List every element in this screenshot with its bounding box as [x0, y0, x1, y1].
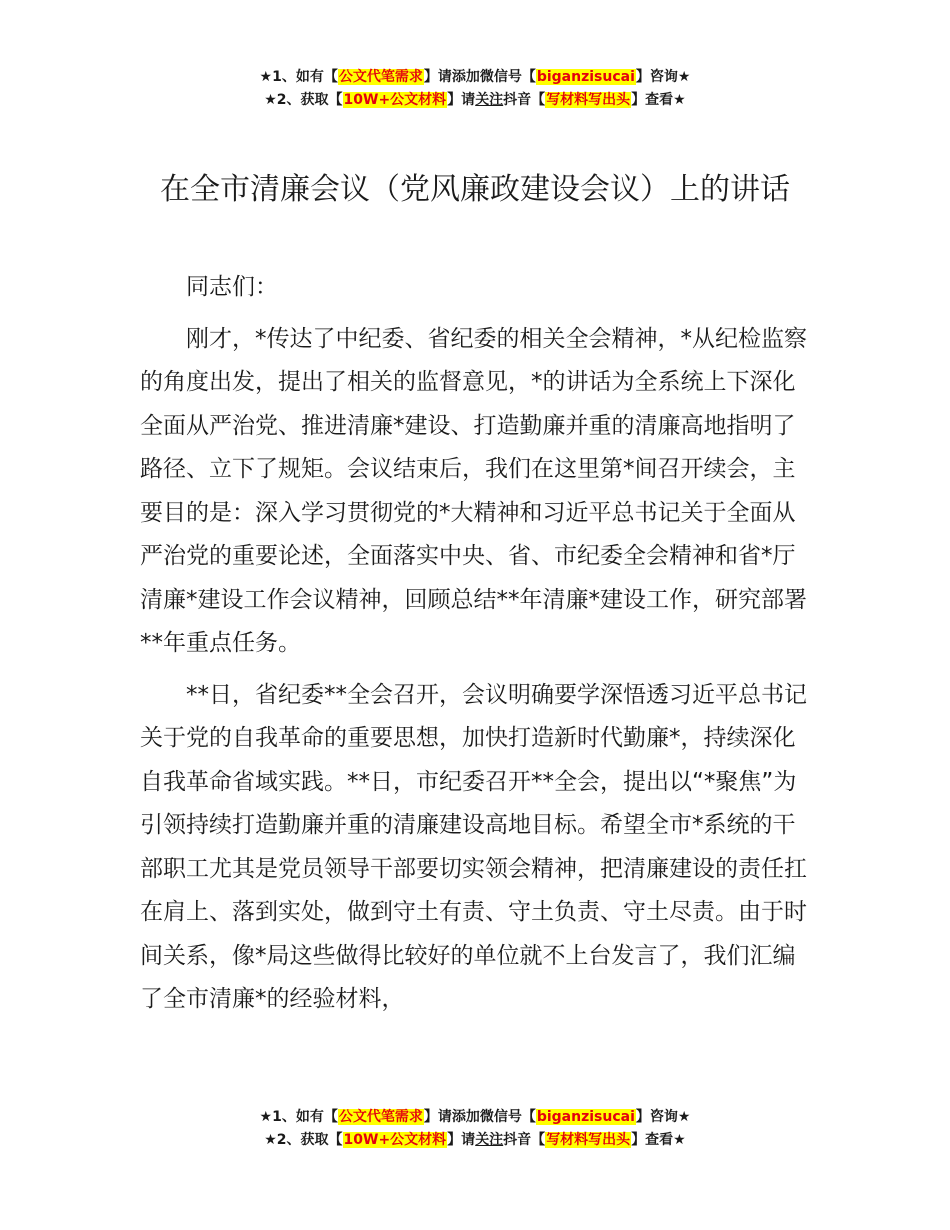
- underlined-text: 关注: [475, 92, 504, 108]
- banner-highlight: 写材料写出头: [546, 92, 631, 108]
- document-title: 在全市清廉会议（党风廉政建设会议）上的讲话: [160, 172, 790, 207]
- banner-line-2: ★2、获取【10W+公文材料】请关注抖音【写材料写出头】查看★: [264, 1132, 686, 1148]
- header-banner: [0, 66, 950, 112]
- banner-highlight: 写材料写出头: [546, 1132, 631, 1148]
- document-body: [140, 266, 812, 1022]
- wechat-id-highlight: biganzisucai: [536, 1109, 635, 1125]
- banner-line-2: ★2、获取【10W+公文材料】请关注抖音【写材料写出头】查看★: [264, 92, 686, 108]
- underlined-text: 关注: [475, 1132, 504, 1148]
- banner-line-1: ★1、如有【公文代笔需求】请添加微信号【biganzisucai】咨询★: [259, 69, 691, 85]
- banner-highlight: 公文代笔需求: [338, 69, 423, 85]
- paragraph: **日，省纪委**全会召开，会议明确要学深悟透习近平总书记关于党的自我革命的重要思想，加快打造新时代勤廉*，持续深化自我革命省域实践。**日，市纪委召开**全会，提出以“*聚焦”为引领持续打造勤廉并重的清廉建设高地目标。希望全市*系统的干部职工尤其是党员领导干部要切实领会精神，把清廉建设的责任扛在肩上、落到实处，做到守土有责、守土负责、守土尽责。由于时间关系，像*局这些做得比较好的单位就不上台发言了，我们汇编了全市清廉*的经验材料，: [140, 681, 807, 1012]
- banner-highlight: 公文代笔需求: [338, 1109, 423, 1125]
- banner-highlight: 10W+公文材料: [343, 1132, 447, 1148]
- banner-line-1: ★1、如有【公文代笔需求】请添加微信号【biganzisucai】咨询★: [259, 1109, 691, 1125]
- footer-banner: [0, 1106, 950, 1152]
- paragraph: 刚才，*传达了中纪委、省纪委的相关全会精神，*从纪检监察的角度出发，提出了相关的监督意见，*的讲话为全系统上下深化全面从严治党、推进清廉*建设、打造勤廉并重的清廉高地指明了路径、立下了规矩。会议结束后，我们在这里第*间召开续会，主要目的是：深入学习贯彻党的*大精神和习近平总书记关于全面从严治党的重要论述，全面落实中央、省、市纪委全会精神和省*厅清廉*建设工作会议精神，回顾总结**年清廉*建设工作，研究部署**年重点任务。: [140, 325, 807, 656]
- greeting: 同志们：: [186, 274, 278, 300]
- banner-highlight: 10W+公文材料: [343, 92, 447, 108]
- wechat-id-highlight: biganzisucai: [536, 69, 635, 85]
